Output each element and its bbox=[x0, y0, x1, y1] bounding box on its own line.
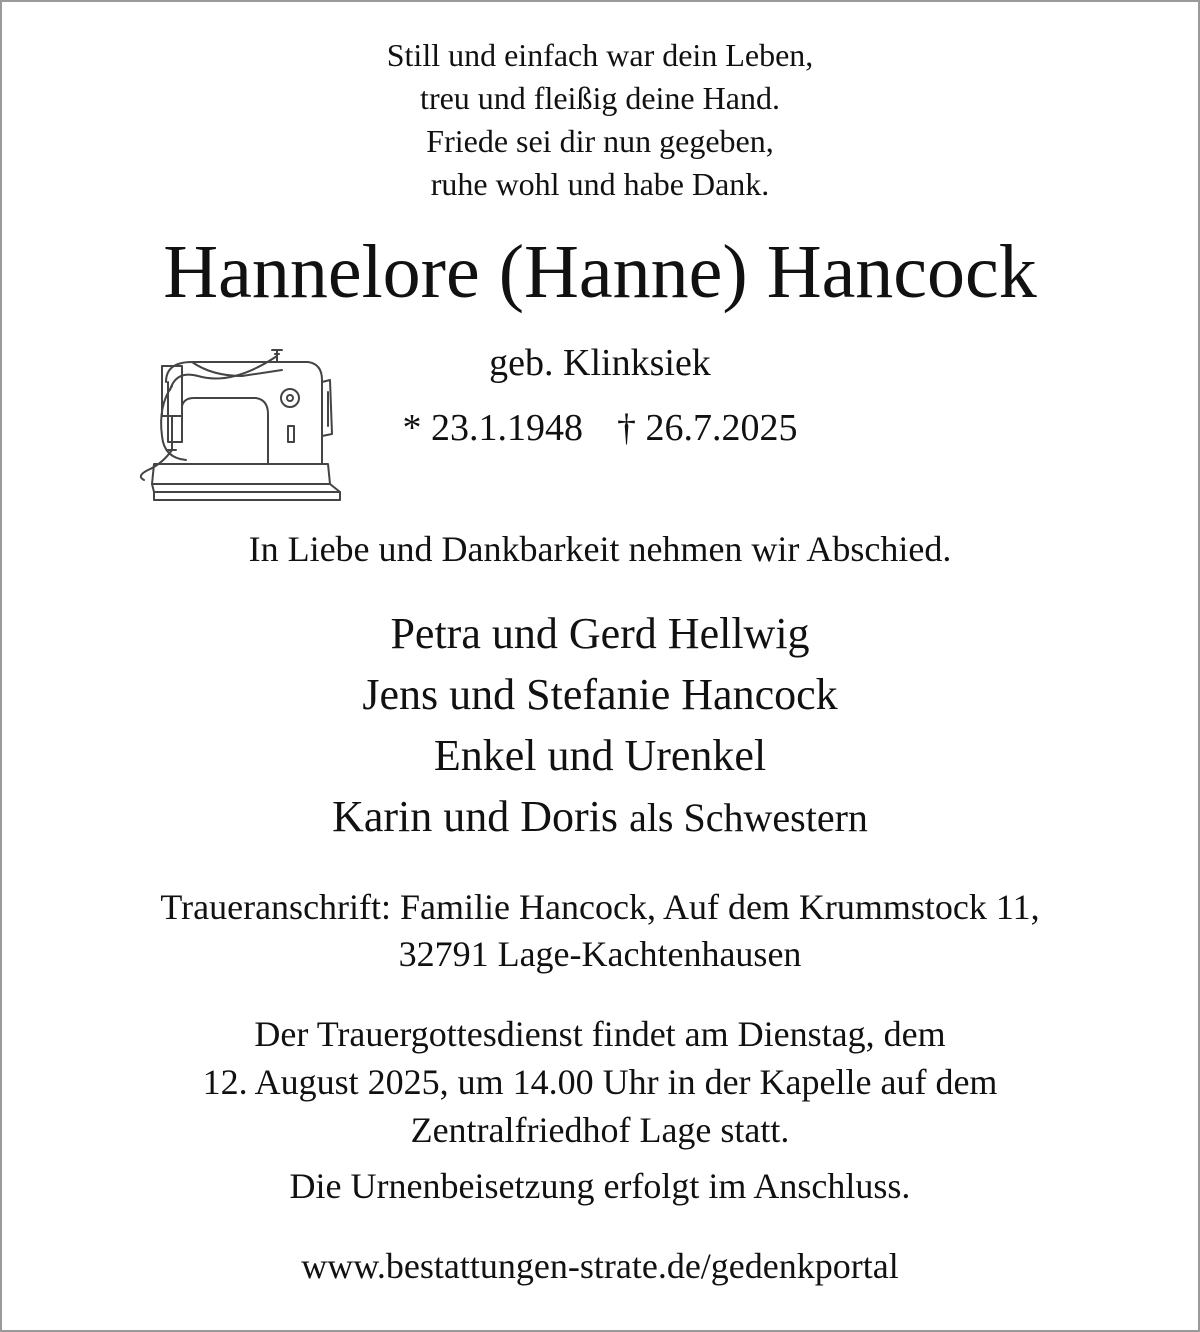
sewing-machine-icon bbox=[132, 346, 346, 506]
address-line: 32791 Lage-Kachtenhausen bbox=[398, 934, 802, 974]
sisters-names: Karin und Doris bbox=[332, 792, 619, 841]
burial-info: Die Urnenbeisetzung erfolgt im Anschluss. bbox=[289, 1166, 911, 1206]
mourner-line: Jens und Stefanie Hancock bbox=[362, 670, 838, 719]
memorial-portal-link[interactable]: www.bestattungen-strate.de/gedenkportal bbox=[301, 1246, 899, 1286]
address-line: Traueranschrift: Familie Hancock, Auf dem Krummstock 11, bbox=[160, 887, 1040, 927]
memorial-poem bbox=[0, 34, 1200, 206]
poem-line: Friede sei dir nun gegeben, bbox=[426, 123, 774, 159]
mourner-line-sisters bbox=[0, 786, 1200, 847]
maiden-name: geb. Klinksiek bbox=[489, 342, 711, 384]
farewell-line: In Liebe und Dankbarkeit nehmen wir Abschied. bbox=[248, 529, 952, 569]
service-info bbox=[0, 1010, 1200, 1154]
mourner-line: Petra und Gerd Hellwig bbox=[390, 609, 810, 658]
sisters-role: als Schwestern bbox=[629, 795, 868, 840]
poem-line: treu und fleißig deine Hand. bbox=[420, 80, 780, 116]
death-date: † 26.7.2025 bbox=[617, 407, 798, 449]
service-line: Zentralfriedhof Lage statt. bbox=[410, 1110, 790, 1150]
mourning-address bbox=[0, 884, 1200, 978]
life-dates bbox=[380, 404, 820, 452]
birth-date: * 23.1.1948 bbox=[402, 407, 583, 449]
service-line: Der Trauergottesdienst findet am Dienstag, dem bbox=[254, 1014, 946, 1054]
deceased-name: Hannelore (Hanne) Hancock bbox=[163, 230, 1037, 314]
poem-line: ruhe wohl und habe Dank. bbox=[430, 166, 770, 202]
poem-line: Still und einfach war dein Leben, bbox=[386, 37, 814, 73]
mourners-list bbox=[0, 603, 1200, 847]
service-line: 12. August 2025, um 14.00 Uhr in der Kapelle auf dem bbox=[202, 1062, 998, 1102]
mourner-line: Enkel und Urenkel bbox=[433, 731, 767, 780]
